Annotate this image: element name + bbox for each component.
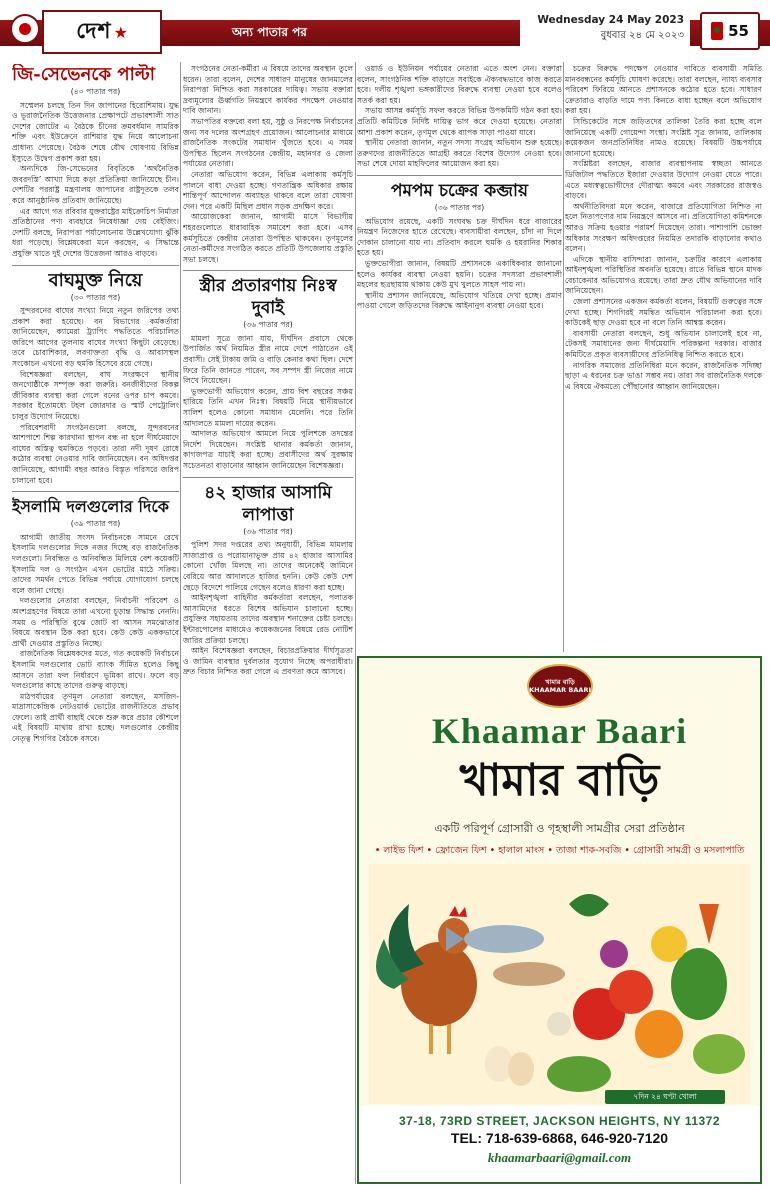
- story-divider: [12, 491, 179, 492]
- paragraph: আদালত অভিযোগ আমলে নিয়ে পুলিশকে তদন্তের নির্দেশ দিয়েছেন। সংশ্লিষ্ট থানার কর্মকর্তা জানান, কাগজপত্র যাচাই করা হচ্ছে। প্রবাসীদের অর্থ সুরক্ষায় সচেতনতা বাড়ানোর আহ্বান জানিয়েছেন বিশেষজ্ঞরা।: [183, 429, 353, 470]
- bangladesh-flag-icon: [711, 22, 723, 40]
- section-title: অন্য পাতার পর: [232, 25, 307, 39]
- story-divider: [183, 477, 353, 478]
- ad-address: 37-18, 73RD STREET, JACKSON HEIGHTS, NY 11372: [398, 1114, 721, 1128]
- ad-name-english: Khaamar Baari: [431, 711, 688, 751]
- jump-line: (৪০ পাতার পর): [70, 87, 121, 96]
- paragraph: নাগরিক সমাজের প্রতিনিধিরা মনে করেন, রাজনৈতিক সদিচ্ছা ছাড়া এ ধরনের চক্র ভাঙা সম্ভব নয়। তারা সব রাজনৈতিক দলকে এ বিষয়ে ঐকমত্যে পৌঁছানোর আহ্বান জানিয়েছেন।: [565, 360, 762, 391]
- paragraph: ব্যবসায়ী নেতারা বলছেন, শুধু অভিযান চালালেই হবে না, টেকসই সমাধানের জন্য দীর্ঘমেয়াদি পরিকল্পনা দরকার। বাজার কমিটিতে প্রকৃত ব্যবসায়ীদের প্রতিনিধিত্ব নিশ্চিত করতে হবে।: [565, 328, 762, 360]
- page-number: 55: [728, 22, 749, 40]
- paragraph: রাজনৈতিক বিশ্লেষকদের মতে, গত কয়েকটি নির্বাচনে ইসলামি দলগুলোর ভোট ব্যাংক সীমিত হলেও কিছু আসনে তারা ফল নির্ধারণে ভূমিকা রাখে। ফলে বড় দলগুলোর কাছে তাদের গুরুত্ব বাড়ছে।: [12, 649, 179, 691]
- column-divider: [180, 62, 181, 1184]
- jump-line: (৩৬ পাতার পর): [243, 526, 293, 536]
- date-box: [520, 12, 690, 50]
- ad-tagline: একটি পরিপূর্ণ গ্রোসারী ও গৃহস্থালী সামগ্রীর সেরা প্রতিষ্ঠান: [434, 822, 685, 835]
- paragraph: অভিযোগ রয়েছে, একটি সংঘবদ্ধ চক্র দীর্ঘদিন ধরে বাজারের নিয়ন্ত্রণ নিজেদের হাতে রেখেছে। ব্যবসায়ীরা বলছেন, চাঁদা না দিলে দোকান চালানো যায় না। প্রতিবাদ করলে হুমকি ও হয়রানির শিকার হতে হয়।: [357, 216, 562, 258]
- paragraph: আইন বিশেষজ্ঞরা বলছেন, বিচারপ্রক্রিয়ার দীর্ঘসূত্রতা ও জামিন ব্যবস্থার দুর্বলতার সুযোগ নিচ্ছে অপরাধীরা। দ্রুত বিচার নিশ্চিত করা গেলে এ প্রবণতা কমে আসবে।: [183, 646, 353, 677]
- khaamar-baari-logo: [527, 664, 593, 708]
- paragraph: নেতারা অভিযোগ করেন, বিভিন্ন এলাকায় কর্মসূচি পালনে বাধা দেওয়া হচ্ছে। গণতান্ত্রিক অধিকার রক্ষায় শান্তিপূর্ণ আন্দোলন অব্যাহত থাকবে বলে তারা ঘোষণা দেন। পরে একটি মিছিল প্রধান সড়ক প্রদক্ষিণ করে।: [183, 169, 353, 211]
- jump-line: (৩৬ পাতার পর): [434, 202, 485, 212]
- story-divider: [12, 265, 179, 266]
- paragraph: পুলিশ সদর দপ্তরের তথ্য অনুযায়ী, বিভিন্ন মামলায় সাজাপ্রাপ্ত ও পরোয়ানাভুক্ত প্রায় ৪২ হাজার আসামির কোনো খোঁজ মিলছে না। তাদের অনেকেই জামিনে বেরিয়ে আর আদালতে হাজির হননি। কেউ কেউ দেশ ছেড়ে বিদেশে পালিয়ে গেছেন বলেও ধারণা করা হচ্ছে।: [183, 540, 353, 592]
- ad-telephone: TEL: 718-639-6868, 646-920-7120: [450, 1130, 669, 1146]
- story-divider: [183, 270, 353, 271]
- paragraph: স্থানীয় নেতারা জানান, নতুন সদস্য সংগ্রহ অভিযান শুরু হয়েছে। তরুণদের রাজনীতিতে আগ্রহী করতে বিশেষ উদ্যোগ নেওয়া হবে। সভা শেষে দোয়া মাহফিলের আয়োজন করা হয়।: [357, 138, 562, 169]
- paragraph: জেলা প্রশাসনের একজন কর্মকর্তা বলেন, বিষয়টি গুরুত্বের সঙ্গে দেখা হচ্ছে। শিগগিরই সমন্বিত অভিযান পরিচালনা করা হবে। কাউকেই ছাড় দেওয়া হবে না বলে তিনি আশ্বস্ত করেন।: [565, 297, 762, 328]
- column-divider: [563, 62, 564, 652]
- paragraph: এর আগে গত রবিবার যুক্তরাষ্ট্রের মাইক্রোচিপ নির্মাতা প্রতিষ্ঠানের পণ্য ব্যবহারে নিষেধাজ্ঞা দেয় বেইজিং। দেশটি বলছে, নিরাপত্তা পর্যালোচনায় উল্লেখযোগ্য ঝুঁকি ধরা পড়েছে। বিশ্লেষকেরা মনে করছেন, এ সিদ্ধান্তে প্রযুক্তি খাতে দুই দেশের উত্তেজনা আরও বাড়বে।: [12, 206, 179, 258]
- paragraph: চক্রের বিরুদ্ধে পদক্ষেপ নেওয়ার দাবিতে ব্যবসায়ী সমিতি মানববন্ধনের কর্মসূচি ঘোষণা করেছে। তারা বলছেন, ন্যায্য ব্যবসার পরিবেশ ফিরিয়ে আনতে প্রশাসনকে কঠোর হতে হবে। সাধারণ ক্রেতারাও বাড়তি দামে পণ্য কিনতে বাধ্য হচ্ছেন বলে অভিযোগ করা হয়।: [565, 64, 762, 116]
- paragraph: ভুক্তভোগী অভিযোগ করেন, প্রায় বিশ বছরের সঞ্চয় হারিয়ে তিনি এখন নিঃস্ব। বিষয়টি নিয়ে স্থানীয়ভাবে সালিশ হলেও কোনো সমাধান মেলেনি। পরে তিনি আদালতে মামলা দায়ের করেন।: [183, 386, 353, 428]
- paragraph: ভুক্তভোগীরা জানান, বিষয়টি প্রশাসনকে একাধিকবার জানানো হলেও কার্যকর ব্যবস্থা নেওয়া হয়নি। চক্রের সদস্যরা প্রভাবশালী মহলের ছত্রছায়ায় থাকায় কেউ মুখ খুলতে সাহস পায় না।: [357, 258, 562, 290]
- headline-bagha: বাঘমুক্ত নিয়ে: [48, 269, 143, 291]
- star-icon: ★: [113, 22, 128, 42]
- column-4: [565, 64, 762, 654]
- jump-line: (৩৬ পাতার পর): [243, 320, 293, 330]
- khaamar-baari-advertisement: [357, 656, 762, 1184]
- logo-text: দেশ: [76, 17, 112, 44]
- column-3: [357, 64, 562, 654]
- headline-g7: জি-সেভেনকে পাল্টা: [12, 64, 155, 85]
- paragraph: স্থানীয় প্রশাসন জানিয়েছে, অভিযোগ খতিয়ে দেখা হচ্ছে। প্রমাণ পাওয়া গেলে জড়িতদের বিরুদ্ধে আইনানুগ ব্যবস্থা নেওয়া হবে।: [357, 290, 562, 311]
- paragraph: মাঠপর্যায়ের তৃণমূল নেতারা বলছেন, মসজিদ-মাদ্রাসাকেন্দ্রিক নেটওয়ার্ক ভোটের রাজনীতিতে প্রভাব ফেলে। তাই প্রার্থী বাছাই থেকে শুরু করে প্রচার কৌশলে এই বিষয়টি মাথায় রাখা হচ্ছে। দলগুলোর কেন্দ্রীয় নেতৃত্ব শিগগির বৈঠকে বসবে।: [12, 691, 179, 744]
- paragraph: এদিকে স্থানীয় বাসিন্দারা জানান, চক্রটির কারণে এলাকায় আইনশৃঙ্খলা পরিস্থিতির অবনতি হয়েছে। রাতে বিভিন্ন স্থানে মাদক বেচাকেনার অভিযোগও রয়েছে। তারা দ্রুত যৌথ অভিযানের দাবি জানিয়েছেন।: [565, 254, 762, 296]
- date-english: Wednesday 24 May 2023: [537, 14, 684, 26]
- ad-name-bangla: খামার বাড়ি: [459, 755, 660, 806]
- paragraph: আগামী জাতীয় সংসদ নির্বাচনকে সামনে রেখে ইসলামি দলগুলোর দিকে নজর দিচ্ছে বড় রাজনৈতিক দলগুলো। নিবন্ধিত ও অনিবন্ধিত মিলিয়ে বেশ কয়েকটি ইসলামি দল ও সংগঠন এখন ভোটের মাঠে সক্রিয়। তাদের সমর্থন পেতে বিভিন্ন পর্যায়ে যোগাযোগ চলছে বলে জানা গেছে।: [12, 532, 179, 595]
- ad-logo-text: খামার বাড়ি KHAAMAR BAARI: [529, 678, 591, 694]
- paragraph: বিশেষজ্ঞরা বলছেন, বাঘ সংরক্ষণে স্থানীয় জনগোষ্ঠীকে সম্পৃক্ত করা জরুরি। বনজীবীদের বিকল্প জীবিকার ব্যবস্থা করা গেলে বনের ওপর চাপ কমবে। সরকার ইতোমধ্যে টহল জোরদার ও স্মার্ট পেট্রোলিং চালুর উদ্যোগ নিয়েছে।: [12, 369, 179, 422]
- column-1: [12, 64, 179, 1184]
- headline-asami: ৪২ হাজার আসামি লাপাত্তা: [204, 482, 332, 525]
- column-2: [183, 64, 353, 1184]
- paragraph: মামলা সূত্রে জানা যায়, দীর্ঘদিন প্রবাসে থেকে উপার্জিত অর্থ নিয়মিত স্ত্রীর নামে দেশে পাঠাতেন ওই প্রবাসী। সেই টাকায় জমি ও বাড়ি কেনার কথা ছিল। দেশে ফিরে তিনি জানতে পারেন, সব সম্পদ স্ত্রী নিজের নামে লিখে নিয়েছেন।: [183, 333, 353, 386]
- paragraph: সংগঠনের নেতা-কর্মীরা এ বিষয়ে তাদের অবস্থান তুলে ধরেন। তারা বলেন, দেশের সাধারণ মানুষের জানমালের নিরাপত্তা নিশ্চিত করা সরকারের দায়িত্ব। সভায় বক্তারা দ্রব্যমূল্যের ঊর্ধ্বগতি নিয়ন্ত্রণে কার্যকর পদক্ষেপ নেওয়ার দাবি জানান।: [183, 64, 353, 116]
- headline-dubai: স্ত্রীর প্রতারণায় নিঃস্ব দুবাই: [199, 276, 337, 319]
- paragraph: সংশ্লিষ্টরা বলছেন, বাজার ব্যবস্থাপনায় স্বচ্ছতা আনতে ডিজিটাল পদ্ধতিতে ইজারা দেওয়ার উদ্যোগ নেওয়া যেতে পারে। এতে মধ্যস্বত্বভোগীদের দৌরাত্ম্য কমবে এবং সরকারের রাজস্বও বাড়বে।: [565, 159, 762, 201]
- newspaper-logo: [42, 10, 162, 54]
- paragraph: অর্থনীতিবিদরা মনে করেন, বাজারে প্রতিযোগিতা নিশ্চিত না হলে নিত্যপণ্যের দাম নিয়ন্ত্রণে আসবে না। প্রতিযোগিতা কমিশনকে আরও সক্রিয় হওয়ার পরামর্শ দিয়েছেন তারা। পাশাপাশি ভোক্তা অধিকার সংরক্ষণ অধিদপ্তরের নিয়মিত তদারকি বাড়ানোর কথাও বলেন।: [565, 201, 762, 254]
- ad-hours-badge: ৭দিন ২৪ ঘণ্টা খোলা: [605, 1090, 725, 1104]
- paragraph: ওয়ার্ড ও ইউনিয়ন পর্যায়ের নেতারা এতে অংশ নেন। বক্তারা বলেন, সাংগঠনিক শক্তি বাড়াতে সবাইকে ঐক্যবদ্ধভাবে কাজ করতে হবে। দলীয় শৃঙ্খলা ভঙ্গকারীদের বিরুদ্ধে ব্যবস্থা নেওয়া হবে বলেও সতর্ক করা হয়।: [357, 64, 562, 105]
- story-divider: [357, 175, 562, 176]
- grocery-illustration: [369, 864, 750, 1104]
- column-divider: [355, 62, 356, 1184]
- paragraph: সিন্ডিকেটের সঙ্গে জড়িতদের তালিকা তৈরি করা হচ্ছে বলে জানিয়েছে একটি গোয়েন্দা সংস্থা। সংশ্লিষ্ট সূত্র জানায়, তালিকায় কয়েকজন জনপ্রতিনিধির নামও রয়েছে। বিষয়টি উচ্চপর্যায়ে জানানো হয়েছে।: [565, 116, 762, 158]
- paragraph: পরিবেশবাদী সংগঠনগুলো বলছে, সুন্দরবনের আশপাশে শিল্প কারখানা স্থাপন বন্ধ না হলে দীর্ঘমেয়াদে বাঘের অস্তিত্ব হুমকিতে পড়বে। তারা নদী দূষণ রোধে কঠোর ব্যবস্থা নেওয়ার দাবি জানিয়েছেন। বন অধিদপ্তর জানিয়েছে, আগামী বছর আরও বিস্তৃত পরিসরে জরিপ চালানো হবে।: [12, 422, 179, 485]
- date-bangla: বুধবার ২৪ মে ২০২৩: [600, 30, 684, 41]
- paragraph: সম্মেলন চলছে তিন দিন জাপানের হিরোশিমায়। যুদ্ধ ও ভূরাজনৈতিক উত্তেজনার প্রেক্ষাপটে প্রভাবশালী সাত দেশের জোটের এ বৈঠকে চীনের ক্রমবর্ধমান সামরিক শক্তি এবং ইউক্রেনে রাশিয়ার যুদ্ধ নিয়ে আলোচনা প্রাধান্য পেয়েছে। বৈঠক শেষে যৌথ ঘোষণায় বিভিন্ন ইস্যুতে উদ্বেগ প্রকাশ করা হয়।: [12, 100, 179, 163]
- paragraph: অন্যদিকে জি-সেভেনের বিবৃতিকে ‘অর্থনৈতিক জবরদস্তি’ আখ্যা দিয়ে কড়া প্রতিক্রিয়া জানিয়েছে চীন। দেশটির পররাষ্ট্র মন্ত্রণালয় জাপানের রাষ্ট্রদূতকে তলব করে আনুষ্ঠানিক প্রতিবাদ জানিয়েছে।: [12, 164, 179, 205]
- emblem-icon: [10, 14, 40, 44]
- page-number-box: [700, 12, 760, 50]
- jump-line: (৩৯ পাতার পর): [70, 519, 121, 529]
- paragraph: আইনশৃঙ্খলা বাহিনীর কর্মকর্তারা বলছেন, পলাতক আসামিদের ধরতে বিশেষ অভিযান চালানো হচ্ছে। প্রযুক্তির সহায়তায় তাদের অবস্থান শনাক্তের চেষ্টা চলছে। ইন্টারপোলের মাধ্যমেও কয়েকজনের বিষয়ে রেড নোটিশ জারির প্রক্রিয়া চলছে।: [183, 593, 353, 645]
- ad-categories: • লাইভ ফিশ • ফ্রোজেন ফিশ • হালাল মাংস • তাজা শাক-সবজি • গ্রোসারী সামগ্রী ও মসলাপাতি: [374, 845, 745, 856]
- paragraph: আয়োজকেরা জানান, আগামী মাসে বিভাগীয় শহরগুলোতে ধারাবাহিক সমাবেশ করা হবে। এসব কর্মসূচিতে কেন্দ্রীয় নেতারা উপস্থিত থাকবেন। তৃণমূলের নেতা-কর্মীদের সংগঠিত করতে প্রতিটি উপজেলায় প্রস্তুতি সভা চলছে।: [183, 212, 353, 264]
- paragraph: সভায় আসন্ন কর্মসূচি সফল করতে বিভিন্ন উপকমিটি গঠন করা হয়। প্রতিটি কমিটিকে নির্দিষ্ট দায়িত্ব ভাগ করে দেওয়া হয়েছে। নেতারা আশা প্রকাশ করেন, তৃণমূল থেকে ব্যাপক সাড়া পাওয়া যাবে।: [357, 106, 562, 137]
- paragraph: সভাপতির বক্তব্যে বলা হয়, সুষ্ঠু ও নিরপেক্ষ নির্বাচনের জন্য সব দলের অংশগ্রহণ প্রয়োজন। আলোচনার মাধ্যমে রাজনৈতিক সংকটের সমাধান খুঁজতে হবে। এ সময় উপস্থিত ছিলেন সংগঠনের কেন্দ্রীয়, মহানগর ও জেলা পর্যায়ের নেতারা।: [183, 116, 353, 169]
- ad-email: khaamarbaari@gmail.com: [487, 1150, 632, 1165]
- headline-islami: ইসলামি দলগুলোর দিকে: [12, 497, 169, 517]
- page-header: [0, 0, 770, 58]
- grocery-photo: [369, 864, 750, 1104]
- headline-pompom: পমপম চক্রের কব্জায়: [391, 180, 528, 201]
- jump-line: (৩০ পাতার পর): [70, 292, 121, 302]
- paragraph: দলগুলোর নেতারা বলছেন, নির্বাচনী পরিবেশ ও অংশগ্রহণের বিষয়ে তারা এখনো চূড়ান্ত সিদ্ধান্ত নেননি। সময় ও পরিস্থিতি বুঝে জোট বা আসন সমঝোতার বিষয়ে অবস্থান ঠিক করা হবে। কেউ কেউ এককভাবে প্রার্থী দেওয়ার প্রস্তুতিও নিচ্ছে।: [12, 596, 179, 648]
- paragraph: সুন্দরবনের বাঘের সংখ্যা নিয়ে নতুন জরিপের তথ্য প্রকাশ করা হয়েছে। বন বিভাগের কর্মকর্তারা জানিয়েছেন, ক্যামেরা ট্র্যাপিং পদ্ধতিতে পরিচালিত জরিপে আগের তুলনায় বাঘের সংখ্যা কিছুটা বেড়েছে। তবে চোরাশিকার, লবণাক্ততা বৃদ্ধি ও আবাসস্থল সংকোচন এখনো বড় হুমকি হিসেবে রয়ে গেছে।: [12, 306, 179, 369]
